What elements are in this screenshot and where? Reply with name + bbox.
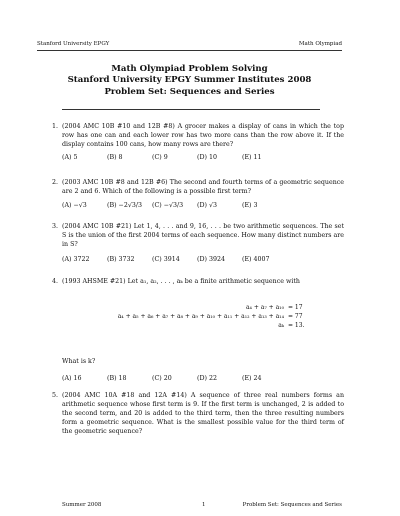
choice-e: (E) 11: [242, 154, 262, 162]
choice-b: (B) 18: [107, 375, 127, 383]
choice-d: (D) 10: [197, 154, 217, 162]
equation-lhs: aₖ: [278, 322, 284, 329]
choice-c: (C) −√3/3: [152, 202, 184, 210]
equation-row: [82, 321, 322, 330]
choice-a: (A) −√3: [62, 202, 87, 210]
problem-text: (2003 AMC 10B #8 and 12B #6) The second and fourth terms of a geometric sequence are 2 and 6. Which of the following is a possible first term?: [62, 179, 344, 196]
running-header: [37, 41, 342, 47]
equation-row: [82, 312, 322, 321]
choice-d: (D) √3: [197, 202, 217, 210]
answer-choices: [62, 255, 344, 264]
header-left: Stanford University EPGY: [37, 41, 110, 47]
equation-rhs: = 13.: [288, 322, 305, 329]
question-text: What is k?: [62, 358, 96, 365]
answer-choices: [62, 201, 344, 210]
document-title: [37, 64, 342, 98]
choice-e: (E) 3: [242, 202, 258, 210]
equation-rhs: = 17: [288, 304, 303, 311]
problem-number: 4.: [52, 278, 59, 285]
title-line-3: Problem Set: Sequences and Series: [104, 86, 275, 97]
problem-number: 1.: [52, 123, 59, 130]
choice-a: (A) 3722: [62, 256, 90, 264]
problem-text: (2004 AMC 10B #21) Let 1, 4, . . . and 9, 16, . . . be two arithmetic sequences. The set S is the union of the first 2004 terms of each sequence. How many distinct numbers are in S?: [62, 223, 344, 249]
problem-4-question: [62, 357, 344, 383]
problem-text: (1993 AHSME #21) Let a₁, a₂, . . . , aₖ be a finite arithmetic sequence with: [62, 278, 300, 285]
problem-number: 2.: [52, 179, 59, 186]
choice-a: (A) 5: [62, 154, 78, 162]
title-rule: [62, 109, 320, 110]
problem-4: [52, 277, 344, 286]
problem-number: 3.: [52, 223, 59, 230]
choice-b: (B) −2√3/3: [107, 202, 142, 210]
answer-choices: [62, 374, 344, 383]
choice-c: (C) 9: [152, 154, 168, 162]
footer-right: Problem Set: Sequences and Series: [242, 502, 342, 508]
choice-e: (E) 4007: [242, 256, 270, 264]
choice-c: (C) 3914: [152, 256, 180, 264]
title-line-1: Math Olympiad Problem Solving: [111, 64, 268, 74]
equation-lhs: a₄ + a₇ + a₁₀: [245, 304, 284, 311]
problem-text: (2004 AMC 10A #18 and 12A #14) A sequence of three real numbers forms an arithmetic sequence whose first term is 9. If the first term is unchanged, 2 is added to the second term, and 20 is added to the third term, then the three resulting numbers form a geometric sequence. What is the smallest possible value for the third term of the geometric sequence?: [62, 392, 344, 436]
problem-2: [52, 178, 344, 210]
equation-rhs: = 77: [288, 313, 303, 320]
problem-5: [52, 391, 344, 436]
choice-e: (E) 24: [242, 375, 262, 383]
choice-a: (A) 16: [62, 375, 82, 383]
choice-d: (D) 3924: [197, 256, 225, 264]
problem-3: [52, 222, 344, 264]
answer-choices: [62, 153, 344, 162]
equation-block: [82, 303, 322, 330]
header-right: Math Olympiad: [298, 41, 342, 47]
choice-c: (C) 20: [152, 375, 172, 383]
choice-b: (B) 8: [107, 154, 123, 162]
choice-d: (D) 22: [197, 375, 217, 383]
problem-1: [52, 122, 344, 162]
equation-lhs: a₄ + a₅ + a₆ + a₇ + a₈ + a₉ + a₁₀ + a₁₁ + a₁₂ + a₁₃ + a₁₄: [117, 313, 284, 320]
choice-b: (B) 3732: [107, 256, 135, 264]
problem-number: 5.: [52, 392, 59, 399]
page-number: 1: [202, 502, 206, 508]
title-line-2: Stanford University EPGY Summer Institutes 2008: [67, 75, 312, 86]
equation-row: [82, 303, 322, 312]
header-rule: [37, 50, 342, 51]
footer-left: Summer 2008: [62, 502, 102, 508]
problem-text: (2004 AMC 10B #10 and 12B #8) A grocer makes a display of cans in which the top row has one can and each lower row has two more cans than the row above it. If the display contains 100 cans, how many rows are there?: [62, 123, 344, 149]
